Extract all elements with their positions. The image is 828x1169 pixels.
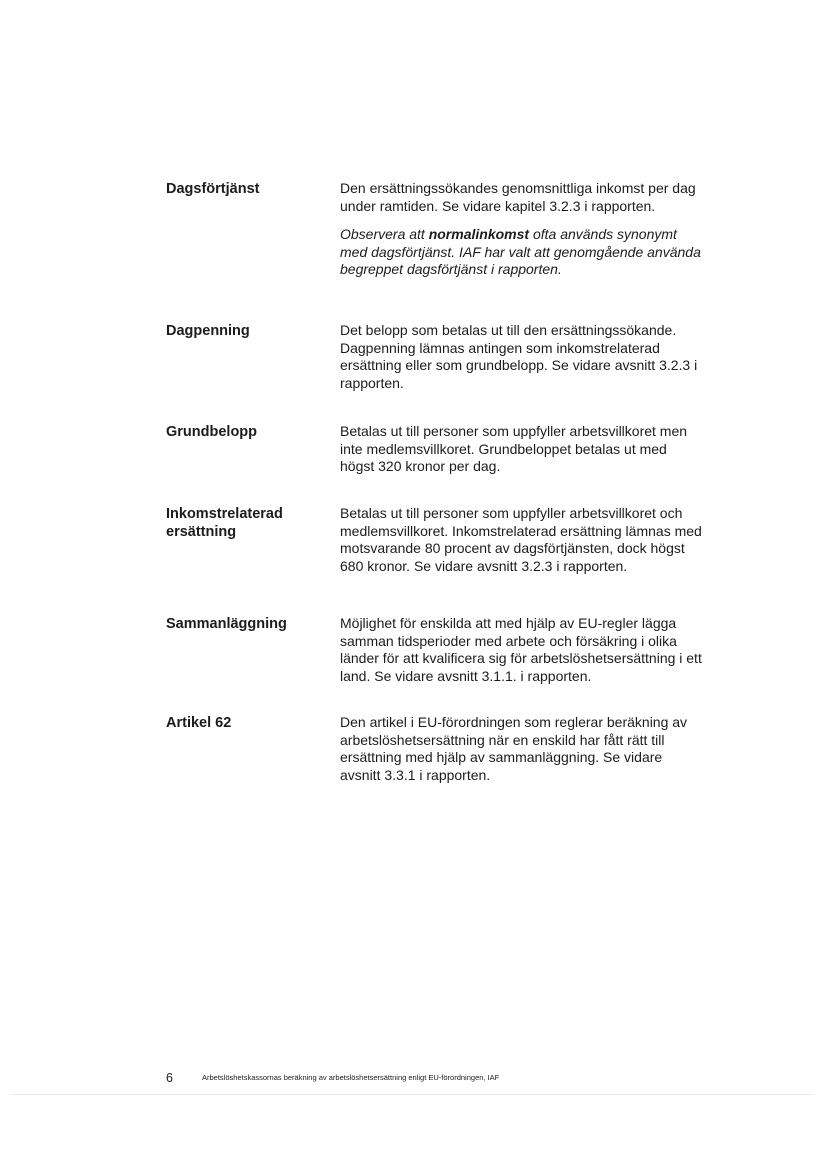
page-number: 6 [166, 1071, 173, 1085]
definition-text: Den artikel i EU-förordningen som reglerar beräkning av arbetslöshetsersättning när en enskild har fått rätt till ersättning med hjälp av sammanläggning. Se vidare avsnitt 3.3.1 i rapporten. [340, 714, 688, 783]
definition-text: Möjlighet för enskilda att med hjälp av EU-regler lägga samman tidsperioder med arbete och försäkring i olika länder för att kvalificera sig för arbetslöshetsersättning i ett land. Se vidare avsnitt 3.1.1. i rapporten. [340, 615, 702, 684]
note-text-after: ofta används synonymt med dagsförtjänst. IAF har valt att genomgående använda begreppet dagsförtjänst i rapporten. [340, 226, 701, 277]
page-footer [166, 1071, 499, 1085]
definition-text: Betalas ut till personer som uppfyller arbetsvillkoret och medlemsvillkoret. Inkomstrelaterad ersättning lämnas med motsvarande 80 procent av dagsförtjänsten, dock högst 680 kronor. Se vidare avsnitt 3.2.3 i rapporten. [340, 505, 702, 574]
term-label: Sammanläggning [166, 616, 287, 632]
term-label: Dagpenning [166, 323, 250, 339]
footer-title: Arbetslöshetskassornas beräkning av arbetslöshetsersättning enligt EU-förordningen, IAF [202, 1073, 500, 1082]
term-definition [340, 180, 702, 279]
definition-text: Det belopp som betalas ut till den ersättningssökande. Dagpenning lämnas antingen som inkomstrelaterad ersättning eller som grundbelopp. Se vidare avsnitt 3.2.3 i rapporten. [340, 322, 698, 391]
footer-divider [10, 1094, 814, 1095]
note-text-before: Observera att [340, 226, 429, 242]
definition-text: Den ersättningssökandes genomsnittliga inkomst per dag under ramtiden. Se vidare kapitel 3.2.3 i rapporten. [340, 180, 696, 214]
term-label: Dagsförtjänst [166, 181, 260, 197]
term-label: Grundbelopp [166, 424, 258, 440]
term-label: Inkomstrelaterad ersättning [166, 506, 283, 540]
term-label: Artikel 62 [166, 715, 232, 731]
definition-note [340, 226, 702, 279]
definition-text: Betalas ut till personer som uppfyller arbetsvillkoret men inte medlemsvillkoret. Grundbeloppet betalas ut med högst 320 kronor per dag. [340, 423, 688, 474]
note-bold-term: normalinkomst [428, 226, 530, 242]
